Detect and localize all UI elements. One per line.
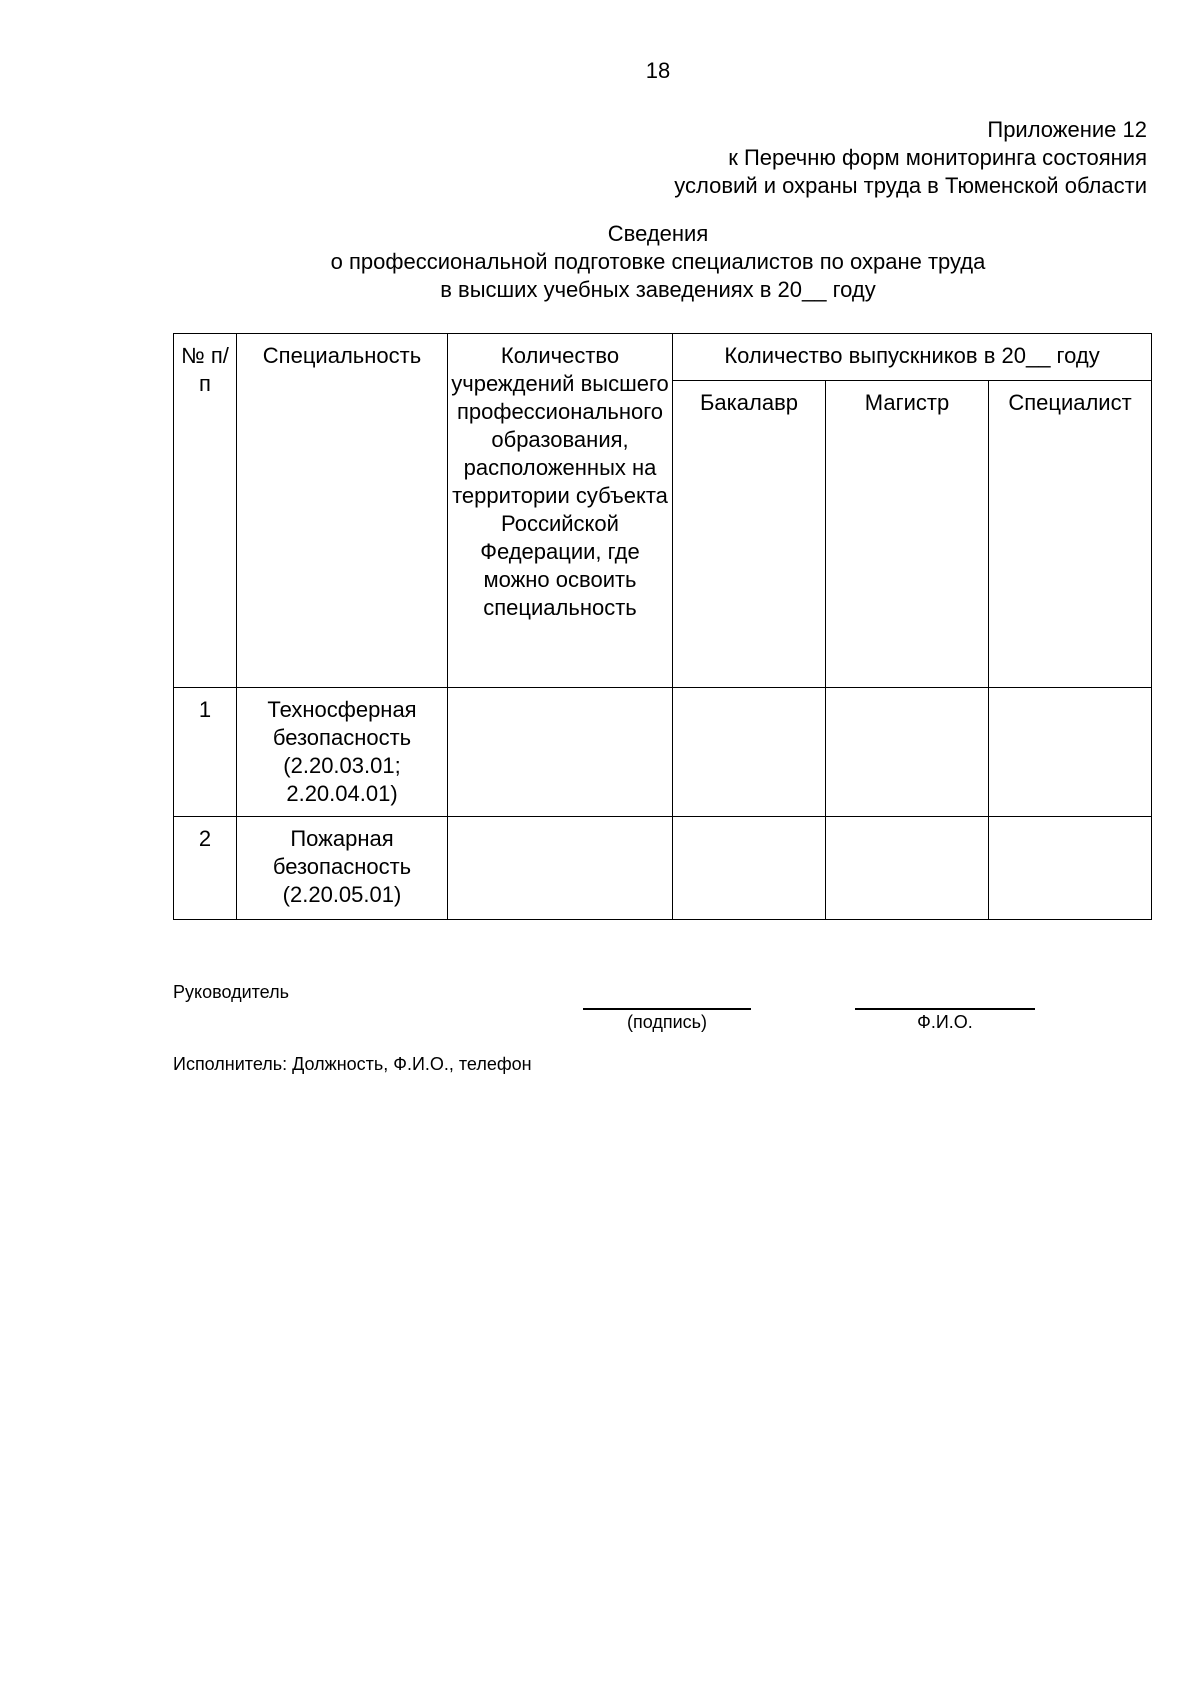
head-label: Руководитель bbox=[173, 982, 289, 1002]
signature-line bbox=[583, 1008, 751, 1010]
specialty-line: безопасность bbox=[272, 854, 412, 879]
header-institutions: Количество учреждений высшего профессионального образования, расположенных на территории субъекта Российской Федерации, где можно освоить специальность bbox=[448, 334, 673, 688]
cell-institutions bbox=[448, 817, 673, 920]
table-row bbox=[174, 688, 1152, 817]
header-specialist: Специалист bbox=[989, 381, 1152, 688]
row-num: 2 bbox=[174, 817, 237, 920]
specialty-line: Пожарная bbox=[290, 826, 394, 851]
specialty-line: Техносферная bbox=[267, 697, 417, 722]
cell-specialist bbox=[989, 817, 1152, 920]
cell-specialist bbox=[989, 688, 1152, 817]
executor-info: Исполнитель: Должность, Ф.И.О., телефон bbox=[173, 1054, 532, 1074]
row-specialty bbox=[237, 688, 448, 817]
name-line bbox=[855, 1008, 1035, 1010]
header-specialty: Специальность bbox=[237, 334, 448, 688]
specialty-line: безопасность bbox=[272, 725, 412, 750]
table-row bbox=[174, 817, 1152, 920]
row-num: 1 bbox=[174, 688, 237, 817]
cell-institutions bbox=[448, 688, 673, 817]
table-header-row bbox=[174, 334, 1152, 381]
document-title-line-2: о профессиональной подготовке специалистов по охране труда bbox=[330, 249, 986, 274]
specialty-line: 2.20.04.01) bbox=[286, 781, 398, 806]
header-master: Магистр bbox=[826, 381, 989, 688]
appendix-line-1: Приложение 12 bbox=[987, 117, 1147, 142]
document-title-line-1: Сведения bbox=[607, 221, 709, 246]
appendix-reference bbox=[674, 116, 1147, 200]
cell-bachelor bbox=[673, 688, 826, 817]
graduates-table bbox=[173, 333, 1152, 920]
cell-bachelor bbox=[673, 817, 826, 920]
name-caption: Ф.И.О. bbox=[917, 1012, 973, 1032]
header-bachelor: Бакалавр bbox=[673, 381, 826, 688]
page-number: 18 bbox=[645, 58, 671, 83]
appendix-line-2: к Перечню форм мониторинга состояния bbox=[728, 145, 1147, 170]
specialty-line: (2.20.03.01; bbox=[283, 753, 401, 778]
cell-master bbox=[826, 688, 989, 817]
appendix-line-3: условий и охраны труда в Тюменской области bbox=[674, 173, 1147, 198]
header-graduates: Количество выпускников в 20__ году bbox=[673, 334, 1152, 381]
header-num: № п/п bbox=[174, 334, 237, 688]
cell-master bbox=[826, 817, 989, 920]
signature-caption: (подпись) bbox=[626, 1012, 708, 1032]
row-specialty bbox=[237, 817, 448, 920]
document-title bbox=[0, 220, 1200, 304]
specialty-line: (2.20.05.01) bbox=[282, 882, 402, 907]
document-title-line-3: в высших учебных заведениях в 20__ году bbox=[440, 277, 876, 302]
